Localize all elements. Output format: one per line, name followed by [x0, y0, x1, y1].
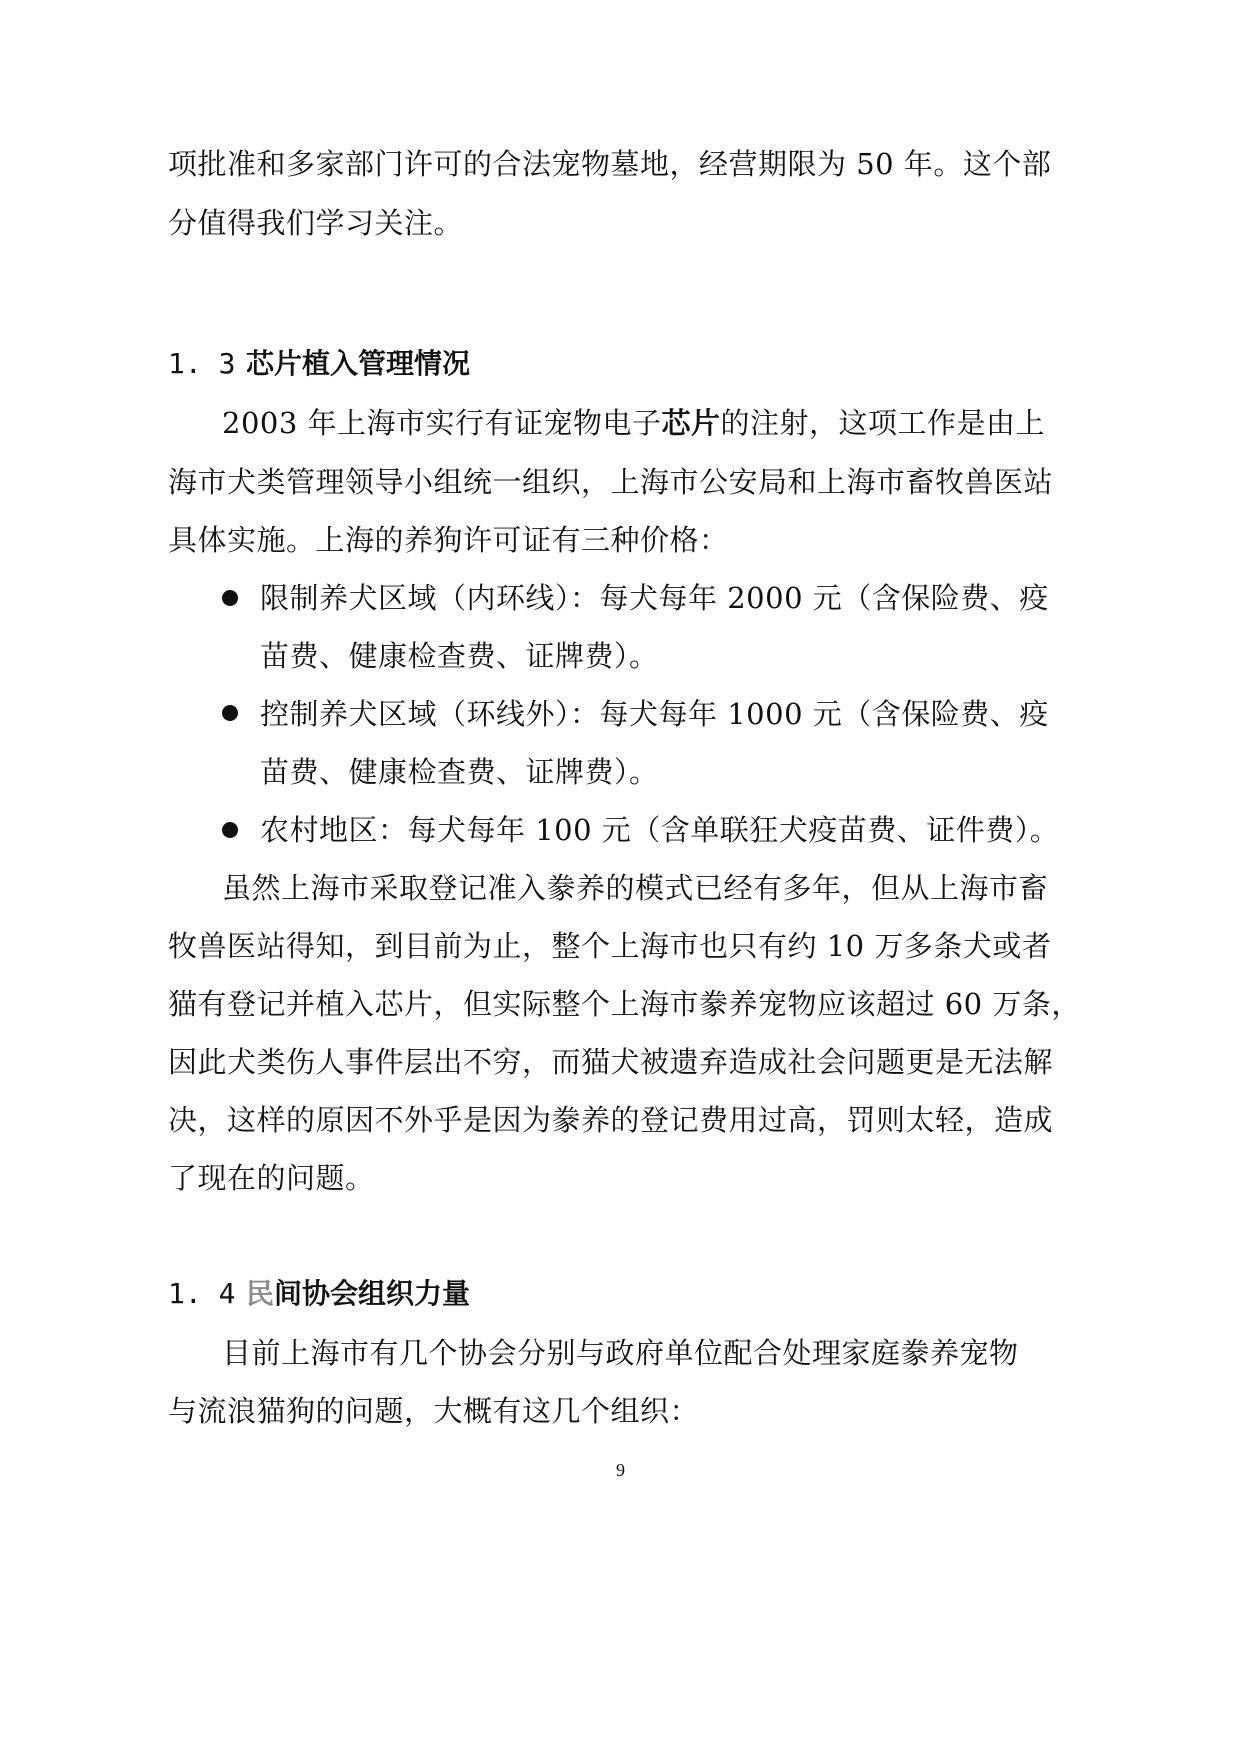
bullet-line: 限制养犬区域（内环线）：每犬每年 2000 元（含保险费、疫: [260, 581, 1049, 615]
text-run: 的注射，这项工作是由上: [720, 406, 1046, 440]
paragraph-line: 猫有登记并植入芯片，但实际整个上海市豢养宠物应该超过 60 万条，: [168, 987, 1081, 1021]
section-number: 1. 3: [168, 347, 236, 380]
bullet-icon: [222, 822, 238, 838]
paragraph-line: 具体实施。上海的养狗许可证有三种价格：: [168, 523, 729, 557]
section-heading-1-3: [168, 344, 470, 384]
bullet-line: 苗费、健康检查费、证牌费）。: [260, 639, 659, 673]
text-run: 2003 年上海市实行有证宠物电子: [222, 406, 662, 440]
paragraph-line: 分值得我们学习关注。: [168, 206, 464, 240]
paragraph-line: 因此犬类伤人事件层出不穷，而猫犬被遗弃造成社会问题更是无法解: [168, 1045, 1054, 1079]
paragraph-line: 目前上海市有几个协会分别与政府单位配合处理家庭豢养宠物: [222, 1336, 1019, 1370]
paragraph-line: [222, 403, 1045, 443]
section-title: 芯片植入管理情况: [246, 347, 471, 380]
paragraph-line: 项批准和多家部门许可的合法宠物墓地，经营期限为 50 年。这个部: [168, 147, 1052, 181]
paragraph-line: 决，这样的原因不外乎是因为豢养的登记费用过高，罚则太轻，造成: [168, 1103, 1054, 1137]
section-title: 间协会组织力量: [274, 1277, 471, 1310]
bullet-icon: [222, 590, 238, 606]
section-heading-1-4: [168, 1274, 470, 1314]
paragraph-line: 海市犬类管理领导小组统一组织，上海市公安局和上海市畜牧兽医站: [168, 465, 1054, 499]
bullet-line: 苗费、健康检查费、证牌费）。: [260, 755, 659, 789]
bullet-icon: [222, 705, 238, 721]
paragraph-line: 了现在的问题。: [168, 1161, 375, 1195]
paragraph-line: 牧兽医站得知，到目前为止，整个上海市也只有约 10 万多条犬或者: [168, 929, 1052, 963]
page-number: 9: [616, 1460, 625, 1480]
paragraph-line: 虽然上海市采取登记准入豢养的模式已经有多年，但从上海市畜: [222, 871, 1049, 905]
bullet-line: 控制养犬区域（环线外）：每犬每年 1000 元（含保险费、疫: [260, 697, 1049, 731]
section-title-faded-char: 民: [246, 1277, 275, 1310]
paragraph-line: 与流浪猫狗的问题，大概有这几个组织：: [168, 1394, 700, 1428]
section-number: 1. 4: [168, 1277, 236, 1310]
bold-term: 芯片: [661, 406, 721, 440]
bullet-line: 农村地区：每犬每年 100 元（含单联狂犬疫苗费、证件费）。: [260, 813, 1060, 847]
